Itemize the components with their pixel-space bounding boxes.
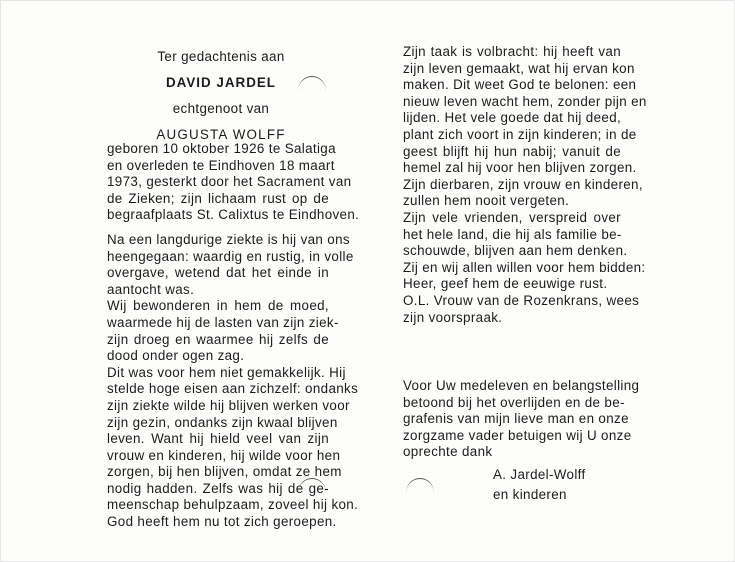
text-line: zijn voorspraak. (403, 309, 503, 325)
text-line: meenschap behulpzaam, zoveel hij kon. (107, 497, 359, 513)
left-column-text (107, 141, 360, 531)
text-line: zullen hem nooit vergeten. (403, 193, 570, 209)
text-line: Dit was voor hem niet gemakkelijk. Hij (107, 364, 346, 380)
text-line: Zijn vele vrienden, verspreid over (403, 209, 621, 225)
text-line: nodig hadden. Zelfs was hij de ge- (107, 480, 329, 496)
punch-hole-arc-bottom-left (298, 478, 326, 507)
text-line: begraafplaats St. Calixtus te Eindhoven. (107, 207, 360, 223)
text-line: heengegaan: waardig en rustig, in volle (107, 248, 354, 264)
text-line: O.L. Vrouw van de Rozenkrans, wees (403, 292, 640, 308)
text-line: grafenis van mijn lieve man en onze (403, 411, 629, 427)
text-line: Wij bewonderen in hem de moed, (107, 298, 329, 314)
text-line: overgave, wetend dat het einde in (107, 265, 329, 281)
text-line: Zijn dierbaren, zijn vrouw en kinderen, (403, 176, 643, 192)
text-line: nieuw leven wacht hem, zonder pijn en (403, 93, 647, 109)
text-line: God heeft hem nu tot zich geroepen. (107, 514, 337, 530)
text-line: zijn leven gemaakt, wat hij ervan kon (403, 60, 635, 76)
punch-hole-arc-top-left (298, 76, 326, 105)
text-line: Heer, geef hem de eeuwige rust. (403, 276, 608, 292)
punch-hole-arc-bottom-right (406, 478, 434, 507)
text-line: Zij en wij allen willen voor hem bidden: (403, 259, 646, 275)
text-line: geest blijft hij hun nabij; vanuit de (403, 143, 621, 159)
text-line: dood onder ogen zag. (107, 348, 245, 364)
text-line: zorgen, bij hen blijven, omdat ze hem (107, 464, 342, 480)
text-line: Na een langdurige ziekte is hij van ons (107, 231, 350, 247)
text-line: stelde hoge eisen aan zichzelf: ondanks (107, 381, 359, 397)
thanks-paragraph (403, 378, 640, 461)
birth-death-paragraph (107, 141, 360, 224)
text-line: geboren 10 oktober 1926 te Salatiga (107, 141, 336, 156)
text-line: zijn gezin, ondanks zijn kwaal blijven (107, 414, 338, 430)
signature-block (403, 465, 621, 505)
prayer-paragraph (403, 259, 646, 326)
in-memory-line: Ter gedachtenis aan (157, 49, 285, 64)
signature-name: A. Jardel-Wolff (493, 467, 586, 483)
text-line: Zijn taak is volbracht: hij heeft van (403, 44, 621, 59)
text-line: zijn droeg en waarmee hij zelfs de (107, 331, 329, 347)
text-line: hemel zal hij voor hen blijven zorgen. (403, 160, 637, 176)
friends-paragraph (403, 209, 628, 260)
text-line: schouwde, blijven aan hem denken. (403, 243, 628, 259)
signature-children: en kinderen (493, 487, 567, 503)
text-line: aantocht was. (107, 281, 195, 297)
text-line: het hele land, die hij als familie be- (403, 226, 622, 242)
text-line: 1973, gesterkt door het Sacrament van (107, 174, 352, 190)
text-line: lijden. Het vele goede dat hij deed, (403, 110, 622, 126)
text-line: zorgzame vader betuigen wij U onze (403, 427, 632, 443)
character-paragraph (107, 364, 359, 531)
text-line: plant zich voort in zijn kinderen; in de (403, 126, 637, 142)
relation-line: echtgenoot van (172, 101, 270, 116)
text-line: maken. Dit weet God te belonen: een (403, 77, 637, 93)
text-line: oprechte dank (403, 444, 493, 460)
text-line: de Zieken; zijn lichaam rust op de (107, 190, 329, 206)
text-line: leven. Want hij hield veel van zijn (107, 431, 329, 447)
text-line: Voor Uw medeleven en belangstelling (403, 378, 640, 394)
card-header (112, 44, 330, 148)
spouse-name: AUGUSTA WOLFF (156, 127, 286, 142)
legacy-paragraph (403, 44, 647, 210)
deceased-name: DAVID JARDEL (166, 75, 276, 90)
right-column-text (403, 44, 647, 505)
illness-paragraph (107, 231, 354, 298)
text-line: betoond bij het overlijden en de be- (403, 394, 625, 410)
courage-paragraph (107, 298, 339, 364)
text-line: zijn ziekte wilde hij blijven werken voor (107, 397, 350, 413)
text-line: vrouw en kinderen, hij wilde voor hen (107, 447, 341, 463)
text-line: waarmede hij de lasten van zijn ziek- (107, 314, 339, 330)
text-line: en overleden te Eindhoven 18 maart (107, 157, 335, 173)
